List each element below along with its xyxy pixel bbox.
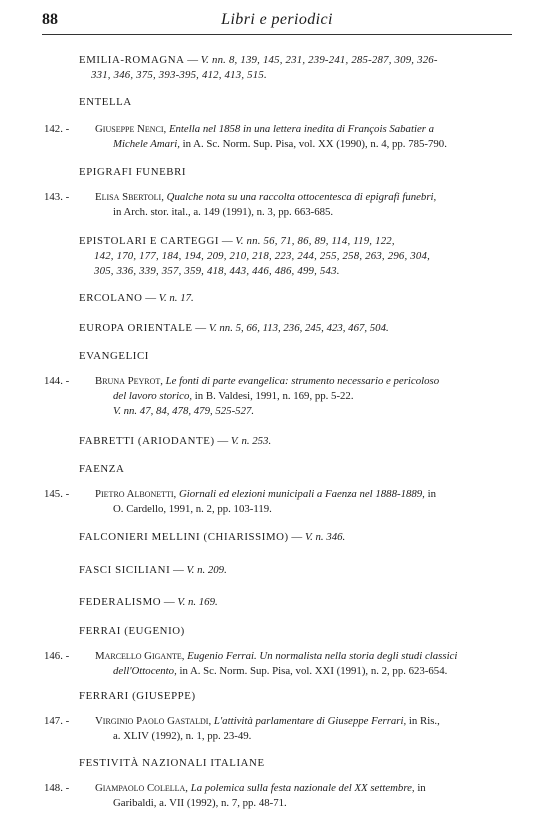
cross-ref-numbers: V. n. 253. <box>230 435 272 447</box>
cross-ref-numbers: V. n. 17. <box>158 292 194 304</box>
entry-number: 145. - <box>44 488 70 500</box>
entry-publication: in B. Valdesi, 1991, n. 169, pp. 5-22. <box>194 390 354 402</box>
bibliography-entry-146 <box>44 649 512 679</box>
entry-number: 148. - <box>44 782 70 794</box>
entry-title: L'attività parlamentare di Giuseppe Ferrari, <box>213 715 407 727</box>
bibliography-entry-142 <box>44 122 512 152</box>
cross-ref-label: FEDERALISMO <box>79 596 162 608</box>
entry-author: Elisa Sbertoli, <box>95 191 164 203</box>
entry-title: Le fonti di parte evangelica: strumento necessario e pericoloso <box>165 375 440 387</box>
subject-heading-entella: ENTELLA <box>79 96 132 108</box>
bibliography-entry-144 <box>44 374 512 419</box>
entry-title: Giornali ed elezioni municipali a Faenza nel 1888-1889, <box>178 488 425 500</box>
cross-ref-fasci-siciliani: FASCI SICILIANI — V. n. 209. <box>79 564 227 576</box>
cross-ref-label: FABRETTI (ARIODANTE) <box>79 435 215 447</box>
cross-ref-label: EUROPA ORIENTALE <box>79 322 193 334</box>
page-number: 88 <box>42 11 58 28</box>
cross-ref-numbers: 331, 346, 375, 393-395, 412, 413, 515. <box>91 69 267 81</box>
entry-author: Marcello Gigante, <box>95 650 185 662</box>
bibliography-entry-145 <box>44 487 512 517</box>
cross-ref-numbers: V. n. 209. <box>186 564 227 576</box>
entry-title-cont: dell'Ottocento, <box>113 665 177 677</box>
entry-publication: in Ris., <box>408 715 440 727</box>
entry-author: Pietro Albonetti, <box>95 488 177 500</box>
cross-ref-numbers: V. nn. 8, 139, 145, 231, 239-241, 285-287, 309, 326- <box>200 54 438 66</box>
entry-publication: in A. Sc. Norm. Sup. Pisa, vol. XX (1990), n. 4, pp. 785-790. <box>182 138 447 150</box>
entry-author: Giampaolo Colella, <box>95 782 188 794</box>
entry-title: Eugenio Ferrai. Un normalista nella storia degli studi classici <box>187 650 458 662</box>
header-rule <box>42 34 512 35</box>
entry-publication: in Arch. stor. ital., a. 149 (1991), n. 3, pp. 663-685. <box>113 206 334 218</box>
entry-title: Qualche nota su una raccolta ottocentesca di epigrafi funebri, <box>166 191 437 203</box>
cross-ref-fabretti: FABRETTI (ARIODANTE) — V. n. 253. <box>79 435 272 447</box>
entry-title: Entella nel 1858 in una lettera inedita di François Sabatier a <box>168 123 435 135</box>
bibliography-entry-147 <box>44 714 512 744</box>
entry-number: 142. - <box>44 123 70 135</box>
running-head: Libri e periodici <box>221 11 333 28</box>
cross-ref-ercolano: ERCOLANO — V. n. 17. <box>79 292 194 304</box>
entry-publication: in <box>427 488 436 500</box>
subject-heading-faenza: FAENZA <box>79 463 125 475</box>
cross-ref-numbers: 305, 336, 339, 357, 359, 418, 443, 446, 486, 499, 543. <box>94 265 340 277</box>
entry-author: Giuseppe Nenci, <box>95 123 167 135</box>
bibliography-entry-148 <box>44 781 512 811</box>
entry-title-cont: del lavoro storico, <box>113 390 193 402</box>
entry-number: 144. - <box>44 375 70 387</box>
entry-cross-ref: V. nn. 47, 84, 478, 479, 525-527. <box>113 405 255 417</box>
entry-publication-cont: O. Cardello, 1991, n. 2, pp. 103-119. <box>113 503 272 515</box>
entry-title: La polemica sulla festa nazionale del XX settembre, <box>190 782 415 794</box>
entry-author: Virginio Paolo Gastaldi, <box>95 715 212 727</box>
entry-number: 147. - <box>44 715 70 727</box>
entry-number: 146. - <box>44 650 70 662</box>
entry-publication: in A. Sc. Norm. Sup. Pisa, vol. XXI (1991), n. 2, pp. 623-654. <box>179 665 448 677</box>
cross-ref-falconieri-mellini: FALCONIERI MELLINI (CHIARISSIMO) — V. n. 346. <box>79 531 346 543</box>
entry-publication-cont: a. XLIV (1992), n. 1, pp. 23-49. <box>113 730 252 742</box>
cross-ref-numbers: V. n. 169. <box>177 596 218 608</box>
subject-heading-festivita: FESTIVITÀ NAZIONALI ITALIANE <box>79 757 265 769</box>
bibliography-entry-143 <box>44 190 512 220</box>
subject-heading-ferrai: FERRAI (EUGENIO) <box>79 625 185 637</box>
cross-ref-europa-orientale: EUROPA ORIENTALE — V. nn. 5, 66, 113, 236, 245, 423, 467, 504. <box>79 322 389 334</box>
cross-ref-numbers: V. n. 346. <box>304 531 346 543</box>
cross-ref-numbers: V. nn. 5, 66, 113, 236, 245, 423, 467, 504. <box>208 322 389 334</box>
cross-ref-emilia-romagna: EMILIA-ROMAGNA — V. nn. 8, 139, 145, 231, 239-241, 285-287, 309, 326- 331, 346, 375, 393-395, 412, 413, 515. <box>79 54 438 81</box>
subject-heading-evangelici: EVANGELICI <box>79 350 149 362</box>
cross-ref-numbers: V. nn. 56, 71, 86, 89, 114, 119, 122, <box>235 235 395 247</box>
subject-heading-epigrafi: EPIGRAFI FUNEBRI <box>79 166 187 178</box>
cross-ref-label: EPISTOLARI E CARTEGGI <box>79 235 220 247</box>
entry-title-cont: Michele Amari, <box>113 138 180 150</box>
entry-publication: in <box>417 782 426 794</box>
cross-ref-label: FASCI SICILIANI <box>79 564 171 576</box>
cross-ref-numbers: 142, 170, 177, 184, 194, 209, 210, 218, 223, 244, 255, 258, 263, 296, 304, <box>94 250 431 262</box>
entry-publication-cont: Garibaldi, a. VII (1992), n. 7, pp. 48-71. <box>113 797 287 809</box>
cross-ref-label: EMILIA-ROMAGNA <box>79 54 185 66</box>
entry-author: Bruna Peyrot, <box>95 375 163 387</box>
cross-ref-label: FALCONIERI MELLINI (CHIARISSIMO) <box>79 531 289 543</box>
entry-number: 143. - <box>44 191 70 203</box>
cross-ref-label: ERCOLANO <box>79 292 143 304</box>
cross-ref-federalismo: FEDERALISMO — V. n. 169. <box>79 596 218 608</box>
subject-heading-ferrari: FERRARI (GIUSEPPE) <box>79 690 196 702</box>
page-header <box>42 11 512 35</box>
cross-ref-epistolari: EPISTOLARI E CARTEGGI — V. nn. 56, 71, 86, 89, 114, 119, 122, 142, 170, 177, 184, 194, 209, 210, 218, 223, 244, 255, 258, 263, 296, 304, 305, 336, 339, 357, 359, 418, 443, 446, 486, 499, 543. <box>79 235 431 277</box>
